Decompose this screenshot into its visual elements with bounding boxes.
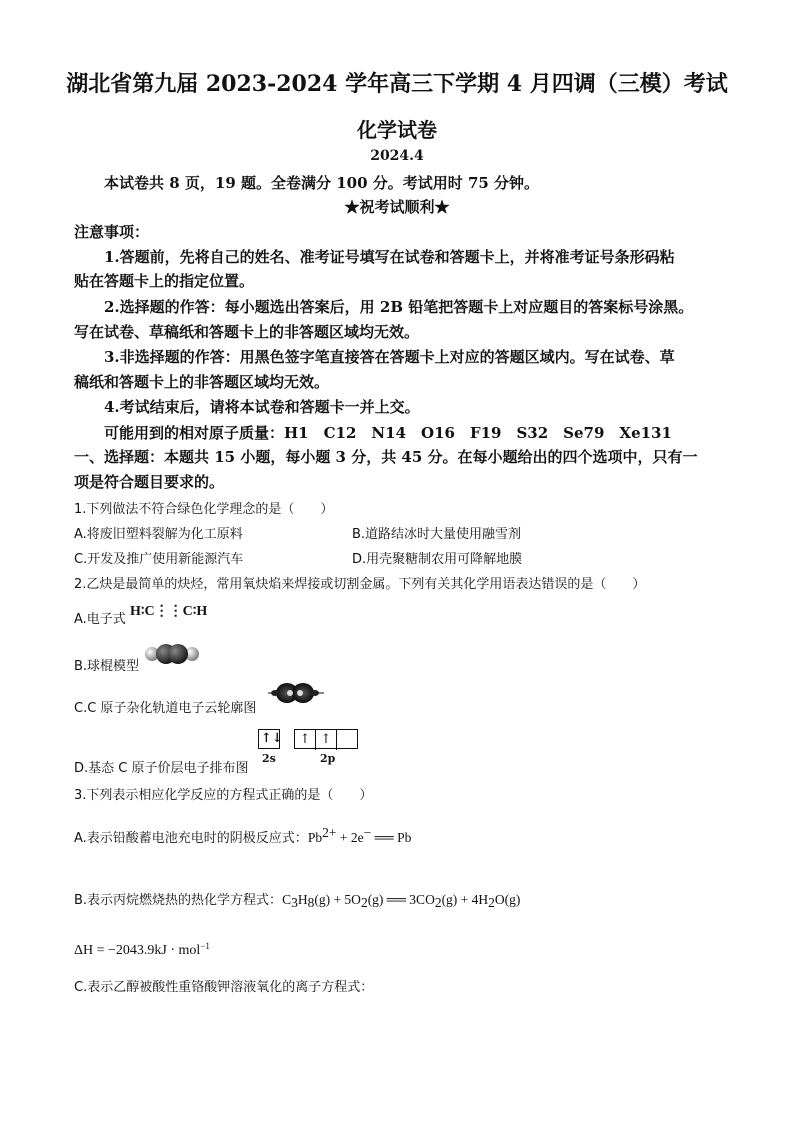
q3-option-b-sub: 2 bbox=[360, 895, 368, 910]
enthalpy-exponent: −1 bbox=[200, 941, 210, 951]
q2-option-a-label: A.电子式 bbox=[74, 612, 126, 627]
q3-option-a-eq-rest: + 2e bbox=[336, 830, 364, 845]
c-atom-right bbox=[168, 644, 188, 664]
orbital-2s-arrows: ↑↓ bbox=[261, 731, 283, 746]
q3-option-b-sub: 2 bbox=[434, 895, 442, 910]
q3-option-b-sub: 2 bbox=[488, 895, 495, 910]
notice-heading: 注意事项： bbox=[74, 223, 150, 241]
q3-option-b-eq-part: (g) ══ 3CO bbox=[367, 892, 435, 907]
q3-option-c-label: C.表示乙醇被酸性重铬酸钾溶液氧化的离子方程式： bbox=[74, 980, 374, 995]
q3-option-a-eq-product: ══ Pb bbox=[371, 830, 412, 845]
notice-item-2-line-1: 2.选择题的作答：每小题选出答案后，用 2B 铅笔把答题卡上对应题目的答案标号涂黑。 bbox=[104, 298, 694, 316]
q3-option-a-charge: 2+ bbox=[322, 825, 337, 840]
q2-stem: 2.乙炔是最简单的炔烃，常用氧炔焰来焊接或切割金属。下列有关其化学用语表达错误的是（ ） bbox=[74, 577, 646, 592]
exam-date: 2024.4 bbox=[370, 148, 424, 164]
orbital-2p-arrow-2: ↑ bbox=[320, 732, 332, 747]
notice-item-1-line-2: 贴在答题卡上的指定位置。 bbox=[74, 272, 255, 290]
ball-stick-model-image bbox=[143, 641, 201, 667]
notice-item-1-line-1: 1.答题前，先将自己的姓名、准考证号填写在试卷和答题卡上，并将准考证号条形码粘 bbox=[104, 248, 675, 266]
q2-option-b-label: B.球棍模型 bbox=[74, 659, 140, 674]
q3-option-b-label: B.表示丙烷燃烧热的热化学方程式： bbox=[74, 893, 283, 908]
q1-option-d: D.用壳聚糖制农用可降解地膜 bbox=[352, 552, 523, 567]
q3-option-b-sub: 8 bbox=[307, 895, 315, 910]
q1-stem: 1.下列做法不符合绿色化学理念的是（ ） bbox=[74, 502, 334, 517]
atomic-mass-line: 可能用到的相对原子质量：H1 C12 N14 O16 F19 S32 Se79 Xe131 bbox=[104, 424, 672, 442]
section-1-intro-line-1: 一、选择题：本题共 15 小题，每小题 3 分，共 45 分。在每小题给出的四个选项中，只有一 bbox=[74, 448, 698, 466]
q2-electron-formula: H∶C⋮⋮C∶H bbox=[130, 604, 208, 619]
q3-option-b bbox=[74, 889, 520, 911]
orbital-2p-label: 2p bbox=[320, 752, 336, 765]
q1-option-b: B.道路结冰时大量使用融雪剂 bbox=[352, 527, 522, 542]
orbital-2s-box bbox=[258, 729, 283, 749]
notice-item-4: 4.考试结束后，请将本试卷和答题卡一并上交。 bbox=[104, 398, 420, 416]
q3-option-b-eq-part: H bbox=[297, 892, 308, 907]
q3-option-a bbox=[74, 825, 411, 846]
q3-option-b-eq-part: O(g) bbox=[494, 892, 521, 907]
q3-option-a-eq-pb: Pb bbox=[307, 830, 323, 845]
q1-option-c: C.开发及推广使用新能源汽车 bbox=[74, 552, 244, 567]
orbital-2s-label: 2s bbox=[262, 752, 276, 765]
orbital-2p-box bbox=[294, 729, 358, 749]
enthalpy-value: ΔH = −2043.9kJ · mol bbox=[74, 943, 201, 958]
q3-option-b-eq-part: (g) + 5O bbox=[314, 892, 361, 907]
q3-option-b-eq-part: C bbox=[282, 892, 292, 907]
q2-option-c-label: C.C 原子杂化轨道电子云轮廓图 bbox=[74, 701, 257, 716]
q3-option-b-sub: 3 bbox=[291, 895, 298, 910]
q3-option-b-enthalpy bbox=[74, 941, 210, 959]
q3-option-a-minus: − bbox=[363, 825, 372, 840]
q3-option-b-eq-part: (g) + 4H bbox=[441, 892, 489, 907]
orbital-diagram bbox=[258, 729, 358, 769]
exam-info: 本试卷共 8 页，19 题。全卷满分 100 分。考试用时 75 分钟。 bbox=[104, 174, 540, 192]
exam-subtitle: 化学试卷 bbox=[357, 118, 437, 142]
exam-wish: ★祝考试顺利★ bbox=[344, 198, 450, 216]
q3-option-a-label: A.表示铅酸蓄电池充电时的阴极反应式： bbox=[74, 831, 308, 846]
notice-item-3-line-1: 3.非选择题的作答：用黑色签字笔直接答在答题卡上对应的答题区域内。写在试卷、草 bbox=[104, 348, 675, 366]
hybrid-orbital-image bbox=[268, 680, 324, 706]
orbital-2p-arrow-1: ↑ bbox=[299, 732, 311, 747]
q2-option-d-label: D.基态 C 原子价层电子排布图 bbox=[74, 761, 249, 776]
notice-item-2-line-2: 写在试卷、草稿纸和答题卡上的非答题区域均无效。 bbox=[74, 323, 420, 341]
notice-item-3-line-2: 稿纸和答题卡上的非答题区域均无效。 bbox=[74, 373, 330, 391]
section-1-intro-line-2: 项是符合题目要求的。 bbox=[74, 473, 225, 491]
q3-stem: 3.下列表示相应化学反应的方程式正确的是（ ） bbox=[74, 788, 373, 803]
exam-title: 湖北省第九届 2023-2024 学年高三下学期 4 月四调（三模）考试 bbox=[66, 71, 728, 97]
q1-option-a: A.将废旧塑料裂解为化工原料 bbox=[74, 527, 243, 542]
